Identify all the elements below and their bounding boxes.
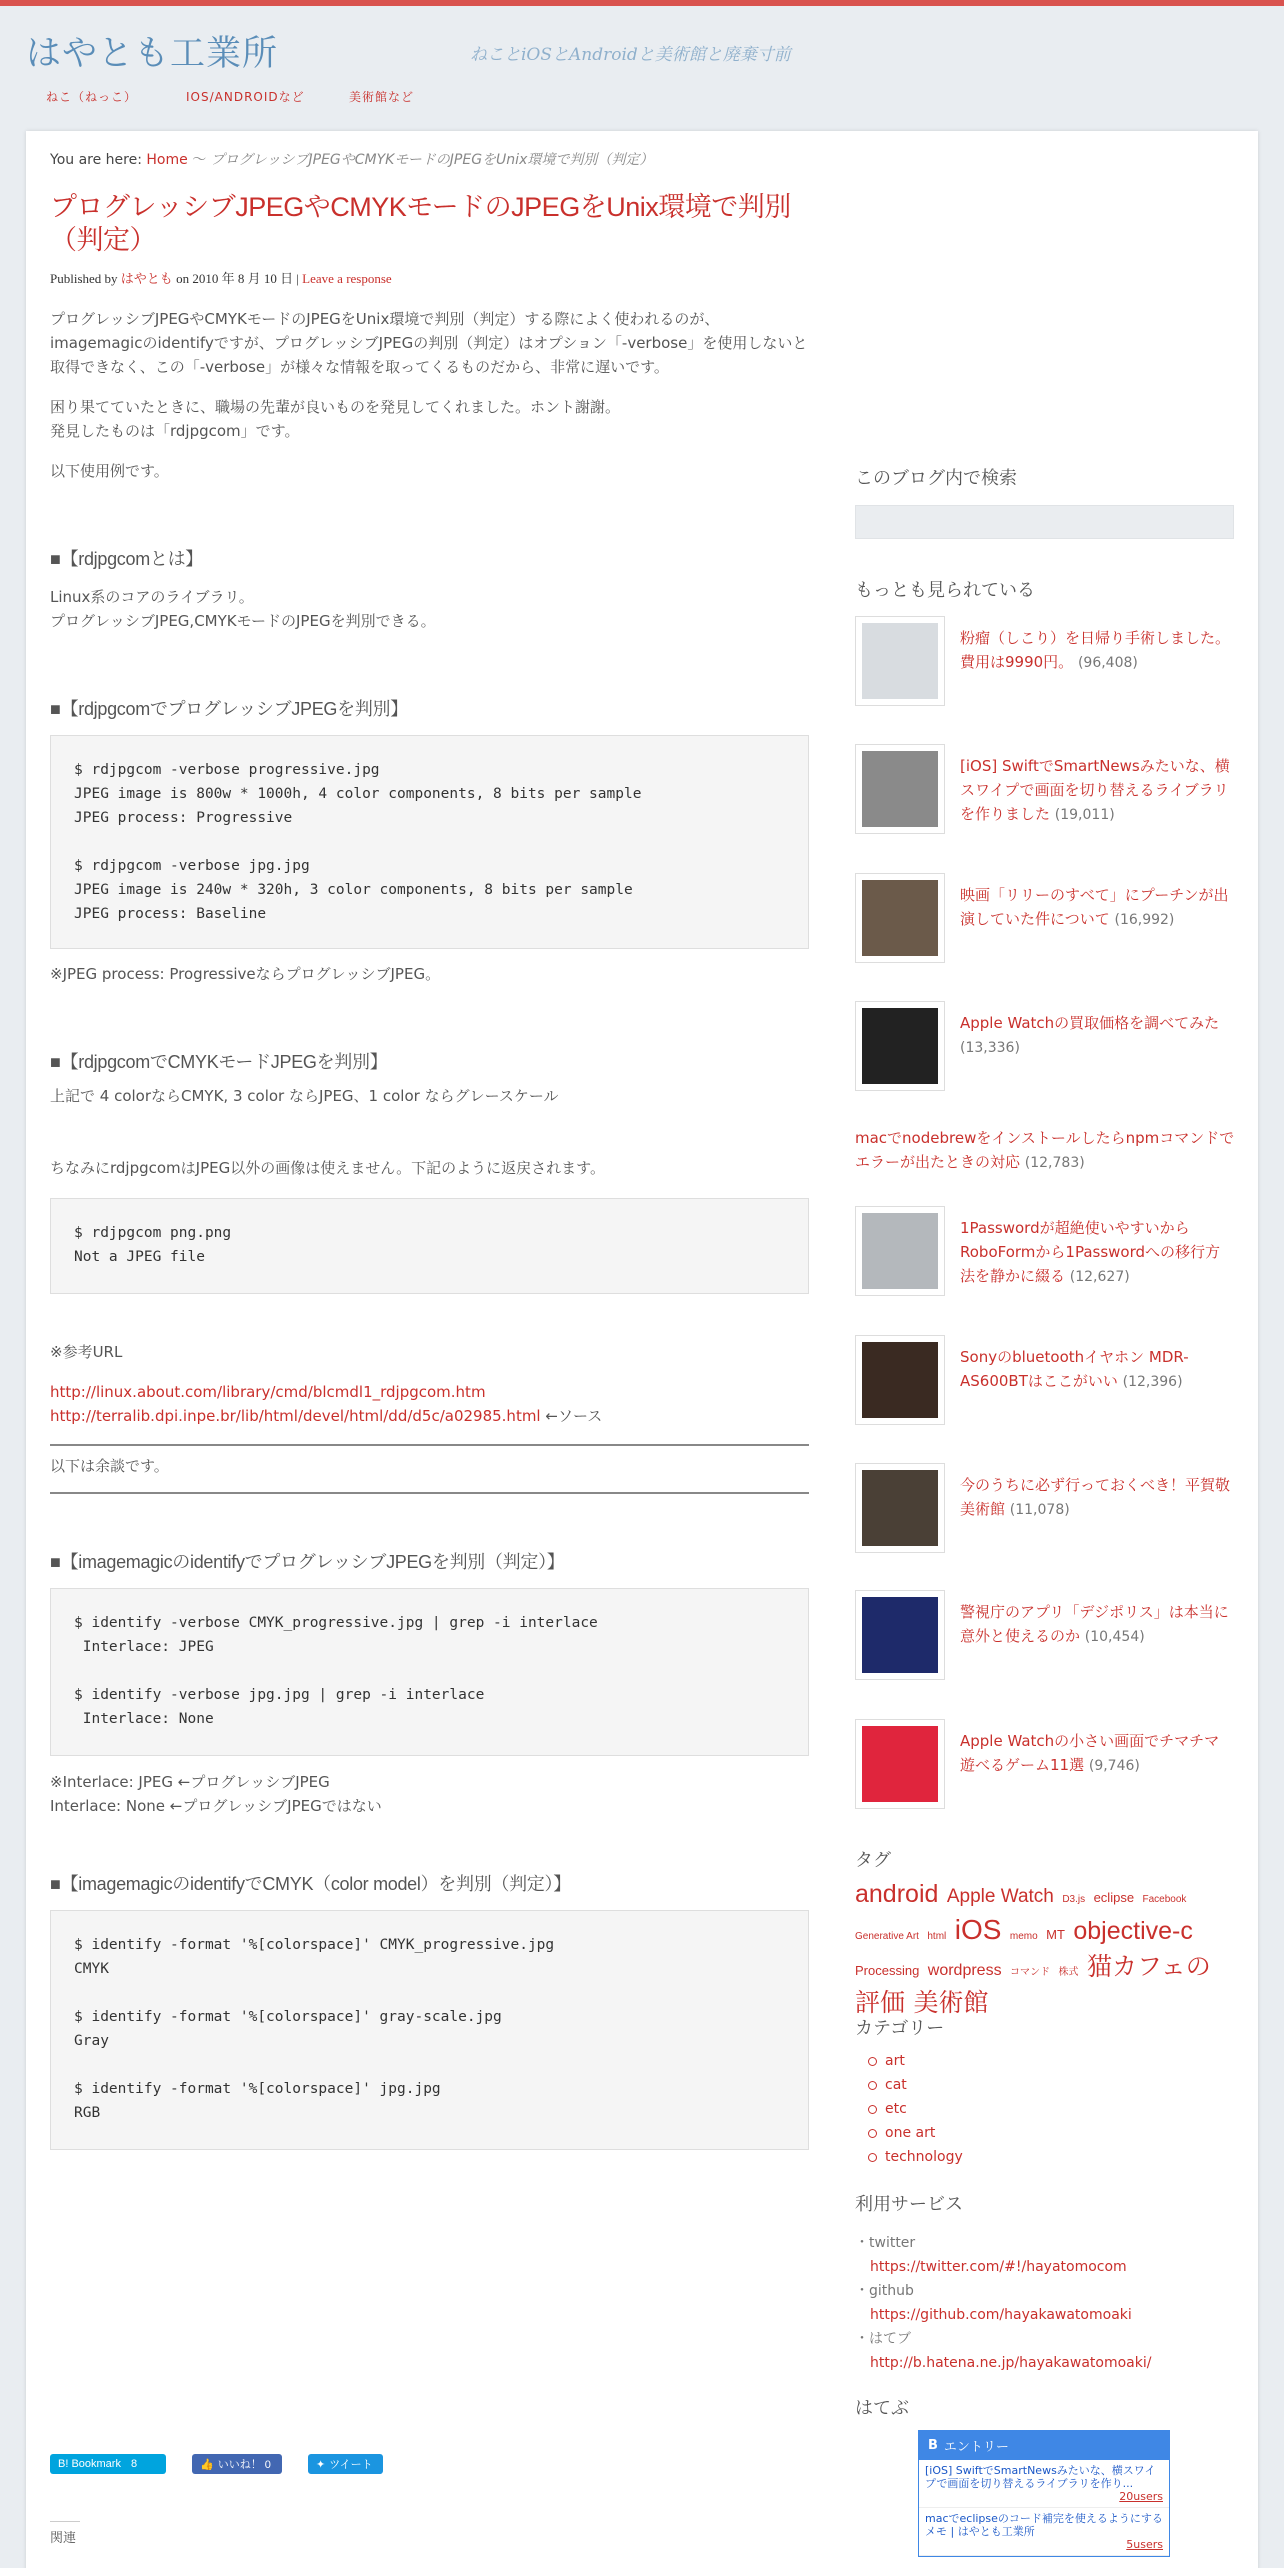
about-paragraph [50, 585, 809, 633]
code-block-identify-colorspace: $ identify -format '%[colorspace]' CMYK_progressive.jpg CMYK $ identify -format '%[colorspace]' gray-scale.jpg Gray $ identify -format '%[colorspace]' jpg.jpg RGB [50, 1910, 809, 2150]
category-item-technology[interactable]: technology [885, 2145, 963, 2169]
hatena-b-icon: B [928, 2438, 938, 2453]
category-list [885, 2049, 963, 2169]
tag-link[interactable]: MT [1046, 1927, 1065, 1942]
hatena-entry-title: [iOS] SwiftでSmartNewsみたいな、横スワイプで画面を切り替えるライブラリを作り... [925, 2464, 1156, 2490]
tag-link[interactable]: 株式 [1058, 1967, 1079, 1978]
popular-post-link[interactable]: 今のうちに必ず行っておくべき！平賀敬美術館 [960, 1476, 1231, 1518]
popular-post-thumbnail[interactable] [855, 1001, 945, 1091]
hatena-entries-widget [918, 2430, 1170, 2557]
popular-post-view-count: (9,746) [1088, 1758, 1140, 1774]
breadcrumb-separator: 〜 [192, 152, 207, 168]
reference-source-suffix: ←ソース [545, 1407, 603, 1425]
popular-post-item[interactable] [960, 1729, 1234, 1778]
popular-post-view-count: (12,783) [1024, 1155, 1085, 1171]
nav-item-museum[interactable]: 美術館など [349, 90, 415, 104]
services-list [855, 2231, 1151, 2375]
twitter-bird-icon: ✦ [316, 2458, 326, 2471]
post-thanks-paragraph [50, 395, 809, 443]
author-link[interactable]: はやとも [120, 271, 173, 286]
hatena-entry-users[interactable]: 5users [1126, 2538, 1163, 2551]
popular-post-thumbnail[interactable] [855, 1463, 945, 1553]
tag-link[interactable]: memo [1009, 1931, 1038, 1942]
thumbnail-image [862, 880, 938, 956]
hatena-entry-users[interactable]: 20users [1119, 2490, 1163, 2503]
post-date: on 2010 年 8 月 10 日 | [176, 271, 299, 286]
service-name-github: ・github [855, 2283, 914, 2299]
popular-post-item[interactable] [960, 754, 1234, 827]
post-article [50, 191, 809, 2150]
content-card [26, 131, 1258, 2568]
thumbnail-image [862, 1726, 938, 1802]
popular-post-link[interactable]: Apple Watchの買取価格を調べてみた [960, 1014, 1220, 1032]
heading-about-rdjpgcom: ■【rdjpgcomとは】 [50, 549, 204, 569]
popular-post-link[interactable]: 警視庁のアプリ「デジポリス」は本当に意外と使えるのか [960, 1603, 1229, 1645]
popular-post-item[interactable] [960, 1473, 1234, 1522]
tag-link[interactable]: html [927, 1931, 947, 1942]
service-link-twitter[interactable]: https://twitter.com/#!/hayatomocom [870, 2259, 1127, 2275]
post-title: プログレッシブJPEGやCMYKモードのJPEGをUnix環境で判別（判定） [50, 192, 791, 255]
thumbnail-image [862, 1597, 938, 1673]
site-tagline: ねことiOSとAndroidと美術館と廃棄寸前 [470, 45, 791, 65]
leave-response-link[interactable]: Leave a response [302, 271, 392, 286]
breadcrumb-home-link[interactable]: Home [146, 152, 188, 168]
nav-item-ios-android[interactable]: IOS/ANDROIDなど [186, 90, 305, 104]
services-widget-title: 利用サービス [855, 2194, 963, 2214]
thumbs-up-icon: 👍 [200, 2458, 214, 2471]
tag-link[interactable]: D3.js [1062, 1894, 1086, 1905]
post-intro-paragraph: プログレッシブJPEGやCMYKモードのJPEGをUnix環境で判別（判定）する際によく使われるのが、imagemagicのidentifyですが、プログレッシブJPEGの判別（判定）はオプション「-verbose」を使用しないと取得できなく、この「-verbose」が様々な情報を取ってくるものだから、非常に遅いです。 [50, 310, 808, 376]
aside-divider-top [50, 1444, 809, 1446]
bookmark-label: B! Bookmark [58, 2458, 121, 2470]
code-block-progressive: $ rdjpgcom -verbose progressive.jpg JPEG image is 800w * 1000h, 4 color components, 8 bits per sample JPEG process: Progressive $ rdjpgcom -verbose jpg.jpg JPEG image is 240w * 320h, 3 color components, 8 bits per sample JPEG process: Baseline [50, 735, 809, 949]
popular-post-view-count: (13,336) [960, 1040, 1020, 1056]
tags-widget-title: タグ [855, 1850, 891, 1870]
popular-post-item[interactable] [960, 1216, 1234, 1289]
post-byline [50, 268, 809, 287]
popular-post-thumbnail[interactable] [855, 616, 945, 706]
tag-link[interactable]: Apple Watch [946, 1886, 1054, 1907]
thanks-line: 困り果てていたときに、職場の先輩が良いものを発見してくれました。ホント謝謝。 [50, 398, 621, 416]
popular-post-item[interactable] [960, 883, 1234, 932]
main-nav [46, 88, 414, 105]
popular-post-view-count: (19,011) [1054, 807, 1115, 823]
popular-post-link[interactable]: 粉瘤（しこり）を日帰り手術しました。費用は9990円。 [960, 629, 1231, 671]
popular-post-view-count: (16,992) [1114, 912, 1175, 928]
popular-post-thumbnail[interactable] [855, 744, 945, 834]
thumbnail-image [862, 1342, 938, 1418]
tag-link[interactable]: 猫カフェの評価 [855, 1953, 1211, 2017]
hatena-header-label: エントリー [943, 2440, 1009, 2455]
popular-post-view-count: (11,078) [1009, 1502, 1070, 1518]
hatebu-widget-title: はてぶ [855, 2398, 909, 2418]
popular-post-item[interactable] [960, 626, 1234, 675]
code-block-identify-interlace: $ identify -verbose CMYK_progressive.jpg | grep -i interlace Interlace: JPEG $ identify -verbose jpg.jpg | grep -i interlace Interlace: None [50, 1588, 809, 1756]
tag-link[interactable]: objective-c [1073, 1917, 1193, 1945]
aside-paragraph: 以下は余談です。 [50, 1457, 169, 1475]
thumbnail-image [862, 751, 938, 827]
popular-post-link[interactable]: [iOS] SwiftでSmartNewsみたいな、横スワイプで画面を切り替えるライブラリを作りました [960, 757, 1230, 823]
tag-link[interactable]: wordpress [927, 1962, 1002, 1979]
category-item-etc[interactable]: etc [885, 2097, 963, 2121]
interlace-note-2: Interlace: None ←プログレッシブJPEGではない [50, 1797, 382, 1815]
search-widget-title: このブログ内で検索 [855, 468, 1017, 488]
popular-post-link[interactable]: macでnodebrewをインストールしたらnpmコマンドでエラーが出たときの対応 [855, 1129, 1235, 1171]
nav-item-cat[interactable]: ねこ（ねっこ） [46, 90, 138, 104]
popular-post-link[interactable]: Sonyのbluetoothイヤホン MDR-AS600BTはここがいい [960, 1348, 1189, 1390]
popular-post-item[interactable] [960, 1600, 1234, 1649]
popular-post-link[interactable]: 1Passwordが超絶使いやすいからRoboFormから1Passwordへの移行方法を静かに綴る [960, 1219, 1221, 1285]
category-item-one-art[interactable]: one art [885, 2121, 963, 2145]
heading-identify-progressive: ■【imagemagicのidentifyでプログレッシブJPEGを判別（判定）】 [50, 1552, 565, 1572]
tweet-label: ツイート [329, 2459, 373, 2471]
tag-cloud [855, 1879, 1235, 2022]
breadcrumb [50, 149, 653, 169]
about-line-1: Linux系のコアのライブラリ。 [50, 588, 254, 606]
tweet-button[interactable] [308, 2454, 383, 2474]
popular-post-thumbnail[interactable] [855, 1335, 945, 1425]
blog-search-input[interactable] [855, 505, 1234, 539]
popular-post-item[interactable] [960, 1345, 1234, 1394]
heading-cmyk: ■【rdjpgcomでCMYKモードJPEGを判別】 [50, 1052, 388, 1072]
popular-post-link[interactable]: Apple Watchの小さい画面でチマチマ遊べるゲーム11選 [960, 1732, 1220, 1774]
service-link-hatebu[interactable]: http://b.hatena.ne.jp/hayakawatomoaki/ [870, 2355, 1152, 2371]
found-line: 発見したものは「rdjpgcom」です。 [50, 422, 300, 440]
popular-post-thumbnail[interactable] [855, 1206, 945, 1296]
tag-link[interactable]: iOS [954, 1914, 1002, 1945]
popular-post-thumbnail[interactable] [855, 1590, 945, 1680]
tag-link[interactable]: コマンド [1010, 1967, 1051, 1978]
breadcrumb-current: プログレッシブJPEGやCMYKモードのJPEGをUnix環境で判別（判定） [210, 152, 654, 168]
heading-progressive: ■【rdjpgcomでプログレッシブJPEGを判別】 [50, 699, 408, 719]
popular-post-thumbnail[interactable] [855, 1719, 945, 1809]
hatena-entry-title: macでeclipseのコード補完を使えるようにするメモ | はやとも工業所 [925, 2512, 1163, 2538]
categories-widget-title: カテゴリー [855, 2018, 945, 2038]
category-item-art[interactable]: art [885, 2049, 963, 2073]
bookmark-count: 8 [130, 2458, 138, 2470]
heading-identify-cmyk: ■【imagemagicのidentifyでCMYK（color model）を判別（判定）】 [50, 1874, 571, 1894]
tag-link[interactable]: Processing [855, 1963, 920, 1978]
hatena-entry[interactable] [919, 2508, 1169, 2556]
interlace-note-1: ※Interlace: JPEG ←プログレッシブJPEG [50, 1773, 330, 1791]
popular-post-item[interactable] [855, 1126, 1235, 1175]
about-line-2: プログレッシブJPEG,CMYKモードのJPEGを判別できる。 [50, 612, 436, 630]
progressive-note: ※JPEG process: ProgressiveならプログレッシブJPEG。 [50, 965, 441, 983]
service-name-twitter: ・twitter [855, 2235, 916, 2251]
popular-widget-title: もっとも見られている [855, 580, 1035, 600]
hatena-widget-header [919, 2431, 1169, 2460]
service-link-github[interactable]: https://github.com/hayakawatomoaki [870, 2307, 1132, 2323]
category-item-cat[interactable]: cat [885, 2073, 963, 2097]
interlace-notes [50, 1770, 809, 1818]
popular-post-view-count: (96,408) [1077, 655, 1138, 671]
thumbnail-image [862, 1470, 938, 1546]
tag-link[interactable]: android [855, 1880, 939, 1908]
code-block-nonjpeg: $ rdjpgcom png.png Not a JPEG file [50, 1198, 809, 1294]
site-title[interactable]: はやとも工業所 [26, 34, 279, 74]
reference-link-terralib[interactable]: http://terralib.dpi.inpe.br/lib/html/devel/html/dd/d5c/a02985.html [50, 1407, 541, 1425]
share-buttons [50, 2454, 383, 2474]
tag-link[interactable]: Generative Art [855, 1931, 919, 1942]
references-links [50, 1380, 809, 1428]
service-name-hatebu: ・はてブ [855, 2331, 911, 2347]
popular-post-view-count: (10,454) [1084, 1629, 1145, 1645]
like-label: いいね！ 0 [217, 2459, 271, 2471]
byline-published-by: Published by [50, 271, 118, 286]
thumbnail-image [862, 623, 938, 699]
related-heading: 関連 [50, 2531, 77, 2546]
thumbnail-image [862, 1213, 938, 1289]
facebook-like-button[interactable] [192, 2454, 282, 2474]
related-divider [50, 2521, 80, 2522]
cmyk-paragraph: 上記で 4 colorならCMYK, 3 color ならJPEG、1 color ならグレースケール [50, 1087, 559, 1105]
nonjpeg-paragraph: ちなみにrdjpgcomはJPEG以外の画像は使えません。下記のように返戻されます。 [50, 1159, 605, 1177]
popular-post-item[interactable] [960, 1011, 1234, 1060]
popular-post-thumbnail[interactable] [855, 873, 945, 963]
reference-link-about[interactable]: http://linux.about.com/library/cmd/blcmdl1_rdjpgcom.htm [50, 1383, 486, 1401]
references-label: ※参考URL [50, 1343, 123, 1361]
top-accent-bar [0, 0, 1284, 6]
popular-post-view-count: (12,396) [1122, 1374, 1183, 1390]
tag-link[interactable]: 美術館 [913, 1989, 989, 2017]
hatena-bookmark-button[interactable] [50, 2454, 166, 2474]
usage-intro: 以下使用例です。 [50, 462, 169, 480]
popular-post-view-count: (12,627) [1069, 1269, 1130, 1285]
tag-link[interactable]: eclipse [1093, 1890, 1135, 1905]
aside-divider-bottom [50, 1492, 809, 1494]
thumbnail-image [862, 1008, 938, 1084]
hatena-entry[interactable] [919, 2460, 1169, 2508]
tag-link[interactable]: Facebook [1142, 1894, 1187, 1905]
breadcrumb-prefix: You are here: [50, 152, 142, 168]
popular-post-link[interactable]: 映画「リリーのすべて」にプーチンが出演していた件について [960, 886, 1229, 928]
